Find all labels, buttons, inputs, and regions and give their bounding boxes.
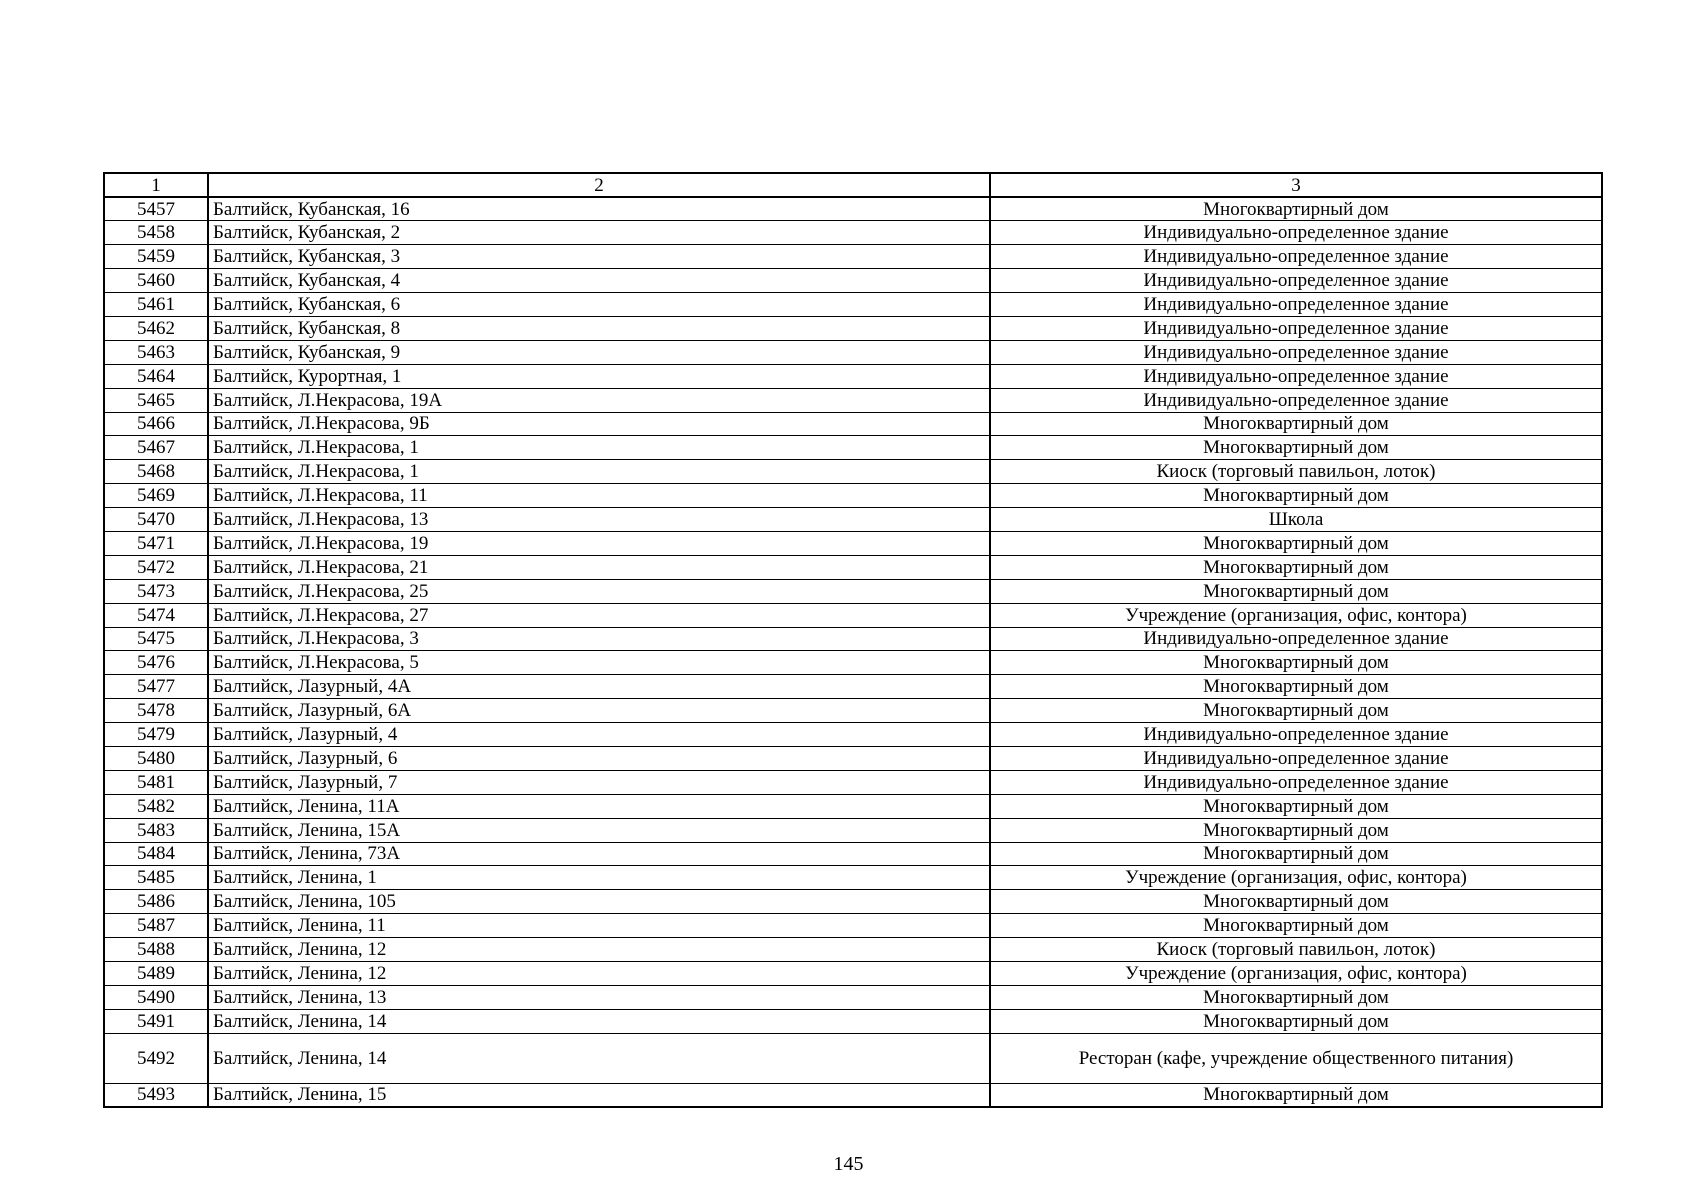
table-row [104,675,1602,699]
address-cell: Балтийск, Ленина, 14 [208,1033,990,1083]
row-number-cell: 5477 [104,675,208,699]
address-cell: Балтийск, Ленина, 13 [208,985,990,1009]
row-number-cell: 5464 [104,364,208,388]
building-type-cell: Многоквартирный дом [990,484,1602,508]
table-row [104,579,1602,603]
building-type-cell: Школа [990,508,1602,532]
building-type-cell: Индивидуально-определенное здание [990,293,1602,317]
row-number-cell: 5478 [104,699,208,723]
table-row [104,340,1602,364]
row-number-cell: 5487 [104,914,208,938]
address-cell: Балтийск, Лазурный, 4 [208,723,990,747]
building-type-cell: Многоквартирный дом [990,555,1602,579]
row-number-cell: 5473 [104,579,208,603]
row-number-cell: 5488 [104,938,208,962]
table-header-row [104,173,1602,197]
table-row [104,962,1602,986]
row-number-cell: 5486 [104,890,208,914]
address-cell: Балтийск, Лазурный, 6 [208,746,990,770]
address-cell: Балтийск, Ленина, 105 [208,890,990,914]
address-cell: Балтийск, Ленина, 14 [208,1009,990,1033]
building-type-cell: Индивидуально-определенное здание [990,340,1602,364]
address-cell: Балтийск, Ленина, 11 [208,914,990,938]
address-cell: Балтийск, Ленина, 11А [208,794,990,818]
row-number-cell: 5459 [104,245,208,269]
table-row [104,293,1602,317]
page-number: 145 [833,1153,864,1175]
row-number-cell: 5490 [104,985,208,1009]
row-number-cell: 5460 [104,269,208,293]
address-cell: Балтийск, Л.Некрасова, 3 [208,627,990,651]
table-row [104,938,1602,962]
table-row [104,269,1602,293]
address-cell: Балтийск, Л.Некрасова, 11 [208,484,990,508]
table-row [104,603,1602,627]
address-cell: Балтийск, Л.Некрасова, 27 [208,603,990,627]
table-row [104,723,1602,747]
building-type-cell: Киоск (торговый павильон, лоток) [990,460,1602,484]
table-row [104,651,1602,675]
address-cell: Балтийск, Л.Некрасова, 9Б [208,412,990,436]
building-type-cell: Многоквартирный дом [990,197,1602,221]
address-cell: Балтийск, Кубанская, 4 [208,269,990,293]
table-row [104,985,1602,1009]
table-row [104,245,1602,269]
table-row [104,866,1602,890]
registry-table [103,172,1603,1108]
header-cell-col3: 3 [990,173,1602,197]
building-type-cell: Многоквартирный дом [990,914,1602,938]
table-row [104,746,1602,770]
table-row [104,818,1602,842]
table-row [104,555,1602,579]
address-cell: Балтийск, Л.Некрасова, 1 [208,460,990,484]
row-number-cell: 5462 [104,316,208,340]
row-number-cell: 5485 [104,866,208,890]
address-cell: Балтийск, Лазурный, 7 [208,770,990,794]
table-row [104,221,1602,245]
header-cell-col1: 1 [104,173,208,197]
row-number-cell: 5481 [104,770,208,794]
row-number-cell: 5492 [104,1033,208,1083]
building-type-cell: Индивидуально-определенное здание [990,627,1602,651]
building-type-cell: Многоквартирный дом [990,531,1602,555]
building-type-cell: Индивидуально-определенное здание [990,364,1602,388]
building-type-cell: Индивидуально-определенное здание [990,245,1602,269]
table-row [104,770,1602,794]
row-number-cell: 5461 [104,293,208,317]
table-row [104,484,1602,508]
building-type-cell: Индивидуально-определенное здание [990,269,1602,293]
row-number-cell: 5480 [104,746,208,770]
table-row [104,794,1602,818]
address-cell: Балтийск, Кубанская, 9 [208,340,990,364]
row-number-cell: 5489 [104,962,208,986]
address-cell: Балтийск, Ленина, 12 [208,962,990,986]
address-cell: Балтийск, Ленина, 12 [208,938,990,962]
address-cell: Балтийск, Кубанская, 2 [208,221,990,245]
building-type-cell: Киоск (торговый павильон, лоток) [990,938,1602,962]
building-type-cell: Индивидуально-определенное здание [990,746,1602,770]
building-type-cell: Учреждение (организация, офис, контора) [990,603,1602,627]
row-number-cell: 5458 [104,221,208,245]
row-number-cell: 5463 [104,340,208,364]
table-row [104,316,1602,340]
building-type-cell: Многоквартирный дом [990,675,1602,699]
address-cell: Балтийск, Кубанская, 8 [208,316,990,340]
address-cell: Балтийск, Кубанская, 16 [208,197,990,221]
table-row [104,436,1602,460]
building-type-cell: Индивидуально-определенное здание [990,388,1602,412]
row-number-cell: 5476 [104,651,208,675]
table-row [104,412,1602,436]
row-number-cell: 5467 [104,436,208,460]
table-row [104,1009,1602,1033]
row-number-cell: 5474 [104,603,208,627]
address-cell: Балтийск, Л.Некрасова, 1 [208,436,990,460]
table-row [104,914,1602,938]
row-number-cell: 5493 [104,1083,208,1107]
address-cell: Балтийск, Ленина, 15 [208,1083,990,1107]
building-type-cell: Индивидуально-определенное здание [990,221,1602,245]
address-cell: Балтийск, Ленина, 73А [208,842,990,866]
address-cell: Балтийск, Л.Некрасова, 5 [208,651,990,675]
building-type-cell: Ресторан (кафе, учреждение общественного питания) [990,1033,1602,1083]
row-number-cell: 5483 [104,818,208,842]
building-type-cell: Индивидуально-определенное здание [990,316,1602,340]
building-type-cell: Многоквартирный дом [990,412,1602,436]
building-type-cell: Индивидуально-определенное здание [990,723,1602,747]
table-row [104,1083,1602,1107]
building-type-cell: Многоквартирный дом [990,579,1602,603]
address-cell: Балтийск, Л.Некрасова, 19А [208,388,990,412]
table-row [104,627,1602,651]
table-row [104,842,1602,866]
table-row [104,699,1602,723]
address-cell: Балтийск, Лазурный, 6А [208,699,990,723]
address-cell: Балтийск, Кубанская, 3 [208,245,990,269]
row-number-cell: 5472 [104,555,208,579]
row-number-cell: 5479 [104,723,208,747]
row-number-cell: 5482 [104,794,208,818]
table-row [104,460,1602,484]
address-cell: Балтийск, Л.Некрасова, 21 [208,555,990,579]
address-cell: Балтийск, Кубанская, 6 [208,293,990,317]
address-cell: Балтийск, Л.Некрасова, 19 [208,531,990,555]
building-type-cell: Индивидуально-определенное здание [990,770,1602,794]
header-cell-col2: 2 [208,173,990,197]
address-cell: Балтийск, Лазурный, 4А [208,675,990,699]
address-cell: Балтийск, Ленина, 15А [208,818,990,842]
building-type-cell: Многоквартирный дом [990,1009,1602,1033]
row-number-cell: 5457 [104,197,208,221]
table-row [104,364,1602,388]
table-row [104,197,1602,221]
table-row [104,890,1602,914]
building-type-cell: Учреждение (организация, офис, контора) [990,866,1602,890]
table-row [104,531,1602,555]
table-row [104,508,1602,532]
address-cell: Балтийск, Л.Некрасова, 25 [208,579,990,603]
building-type-cell: Многоквартирный дом [990,818,1602,842]
row-number-cell: 5471 [104,531,208,555]
table-row [104,1033,1602,1083]
row-number-cell: 5475 [104,627,208,651]
row-number-cell: 5491 [104,1009,208,1033]
address-cell: Балтийск, Л.Некрасова, 13 [208,508,990,532]
building-type-cell: Многоквартирный дом [990,1083,1602,1107]
row-number-cell: 5469 [104,484,208,508]
table-body [104,173,1602,1107]
address-cell: Балтийск, Ленина, 1 [208,866,990,890]
building-type-cell: Многоквартирный дом [990,699,1602,723]
table-row [104,388,1602,412]
building-type-cell: Многоквартирный дом [990,794,1602,818]
building-type-cell: Многоквартирный дом [990,985,1602,1009]
building-type-cell: Многоквартирный дом [990,890,1602,914]
building-type-cell: Многоквартирный дом [990,436,1602,460]
building-type-cell: Учреждение (организация, офис, контора) [990,962,1602,986]
address-cell: Балтийск, Курортная, 1 [208,364,990,388]
row-number-cell: 5484 [104,842,208,866]
building-type-cell: Многоквартирный дом [990,842,1602,866]
row-number-cell: 5465 [104,388,208,412]
row-number-cell: 5470 [104,508,208,532]
row-number-cell: 5468 [104,460,208,484]
row-number-cell: 5466 [104,412,208,436]
building-type-cell: Многоквартирный дом [990,651,1602,675]
